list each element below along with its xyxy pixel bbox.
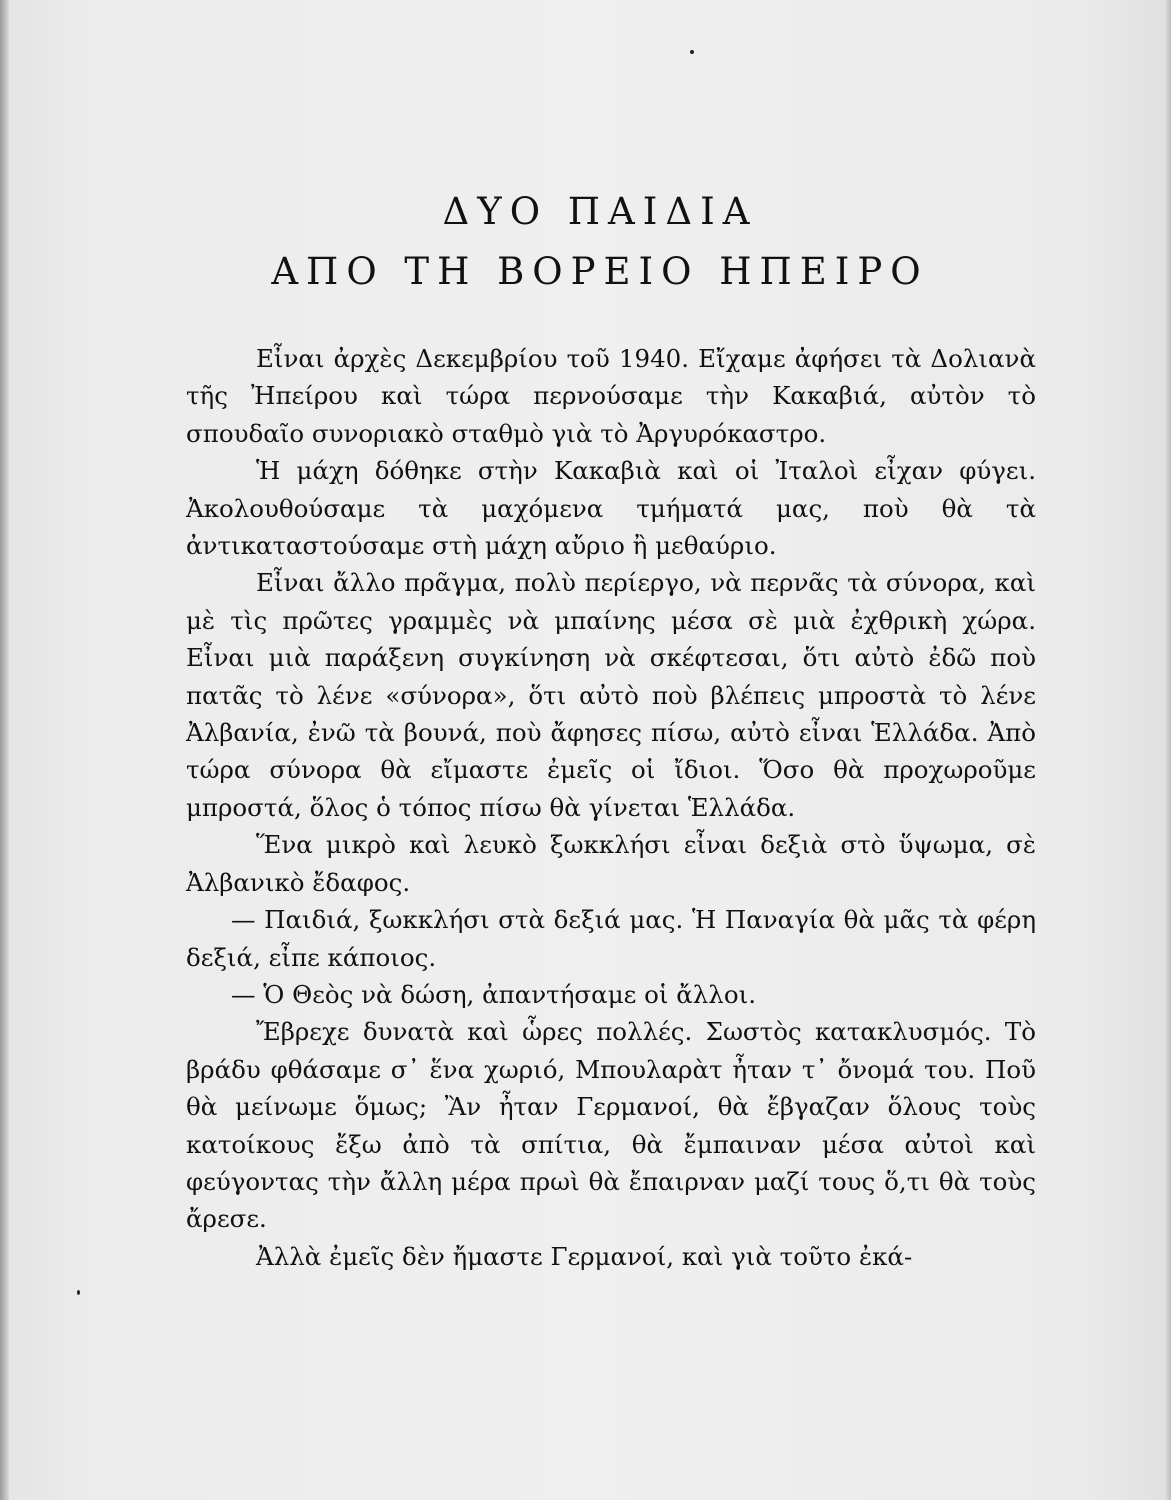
body-text [186, 340, 1036, 1275]
chapter-title [150, 182, 1050, 302]
title-line-2: ΑΠΟ ΤΗ ΒΟΡΕΙΟ ΗΠΕΙΡΟ [271, 250, 929, 293]
paragraph: Εἶναι ἀρχὲς Δεκεμβρίου τοῦ 1940. Εἴχαμε ἀφήσει τὰ Δολιανὰ τῆς Ἠπείρου καὶ τώρα περνούσαμε τὴν Κακαβιά, αὐτὸν τὸ σπουδαῖο συνοριακὸ σταθμὸ γιὰ τὸ Ἀργυρόκαστρο. [186, 344, 1036, 448]
print-speck [77, 1290, 80, 1295]
paragraph: Ἡ μάχη δόθηκε στὴν Κακαβιὰ καὶ οἱ Ἰταλοὶ εἶχαν φύγει. Ἀκολουθούσαμε τὰ μαχόμενα τμήματά μας, ποὺ θὰ τὰ ἀντικαταστούσαμε στὴ μάχη αὔριο ἢ μεθαύριο. [186, 456, 1036, 561]
paragraph: Εἶναι ἄλλο πρᾶγμα, πολὺ περίεργο, νὰ περνᾶς τὰ σύνορα, καὶ μὲ τὶς πρῶτες γραμμὲς νὰ μπαίνης μέσα σὲ μιὰ ἐχθρικὴ χώρα. Εἶναι μιὰ παράξενη συγκίνηση νὰ σκέφτεσαι, ὅτι αὐτὸ ἐδῶ ποὺ πατᾶς τὸ λένε «σύνορα», ὅτι αὐτὸ ποὺ βλέπεις μπροστὰ τὸ λένε Ἀλβανία, ἐνῶ τὰ βουνά, ποὺ ἄφησες πίσω, αὐτὸ εἶναι Ἑλλάδα. Ἀπὸ τώρα σύνορα θὰ εἴμαστε ἐμεῖς οἱ ἴδιοι. Ὅσο θὰ προχωροῦμε μπροστά, ὅλος ὁ τόπος πίσω θὰ γίνεται Ἑλλάδα. [186, 568, 1036, 822]
page-right-edge [1165, 0, 1171, 1500]
dialogue-line: — Ὁ Θεὸς νὰ δώση, ἀπαντήσαμε οἱ ἄλλοι. [231, 979, 756, 1009]
title-line-1: ΔΥΟ ΠΑΙΔΙΑ [442, 190, 758, 233]
print-speck [690, 50, 694, 54]
page-left-edge [0, 0, 9, 1500]
paragraph: Ἕνα μικρὸ καὶ λευκὸ ξωκκλήσι εἶναι δεξιὰ στὸ ὕψωμα, σὲ Ἀλβανικὸ ἔδαφος. [186, 830, 1036, 897]
paragraph: Ἀλλὰ ἐμεῖς δὲν ἤμαστε Γερμανοί, καὶ γιὰ τοῦτο ἐκά- [256, 1241, 913, 1271]
paragraph: Ἔβρεχε δυνατὰ καὶ ὧρες πολλές. Σωστὸς κατακλυσμός. Τὸ βράδυ φθάσαμε σ᾽ ἕνα χωριό, Μπουλαρὰτ ἦταν τ᾽ ὄνομά του. Ποῦ θὰ μείνωμε ὅμως; Ἂν ἦταν Γερμανοί, θὰ ἔβγαζαν ὅλους τοὺς κατοίκους ἔξω ἀπὸ τὰ σπίτια, θὰ ἔμπαιναν μέσα αὐτοὶ καὶ φεύγοντας τὴν ἄλλη μέρα πρωὶ θὰ ἔπαιρναν μαζί τους ὅ,τι θὰ τοὺς ἄρεσε. [186, 1017, 1036, 1234]
dialogue-line: — Παιδιά, ξωκκλήσι στὰ δεξιά μας. Ἡ Παναγία θὰ μᾶς τὰ φέρη δεξιά, εἶπε κάποιος. [186, 905, 1036, 972]
